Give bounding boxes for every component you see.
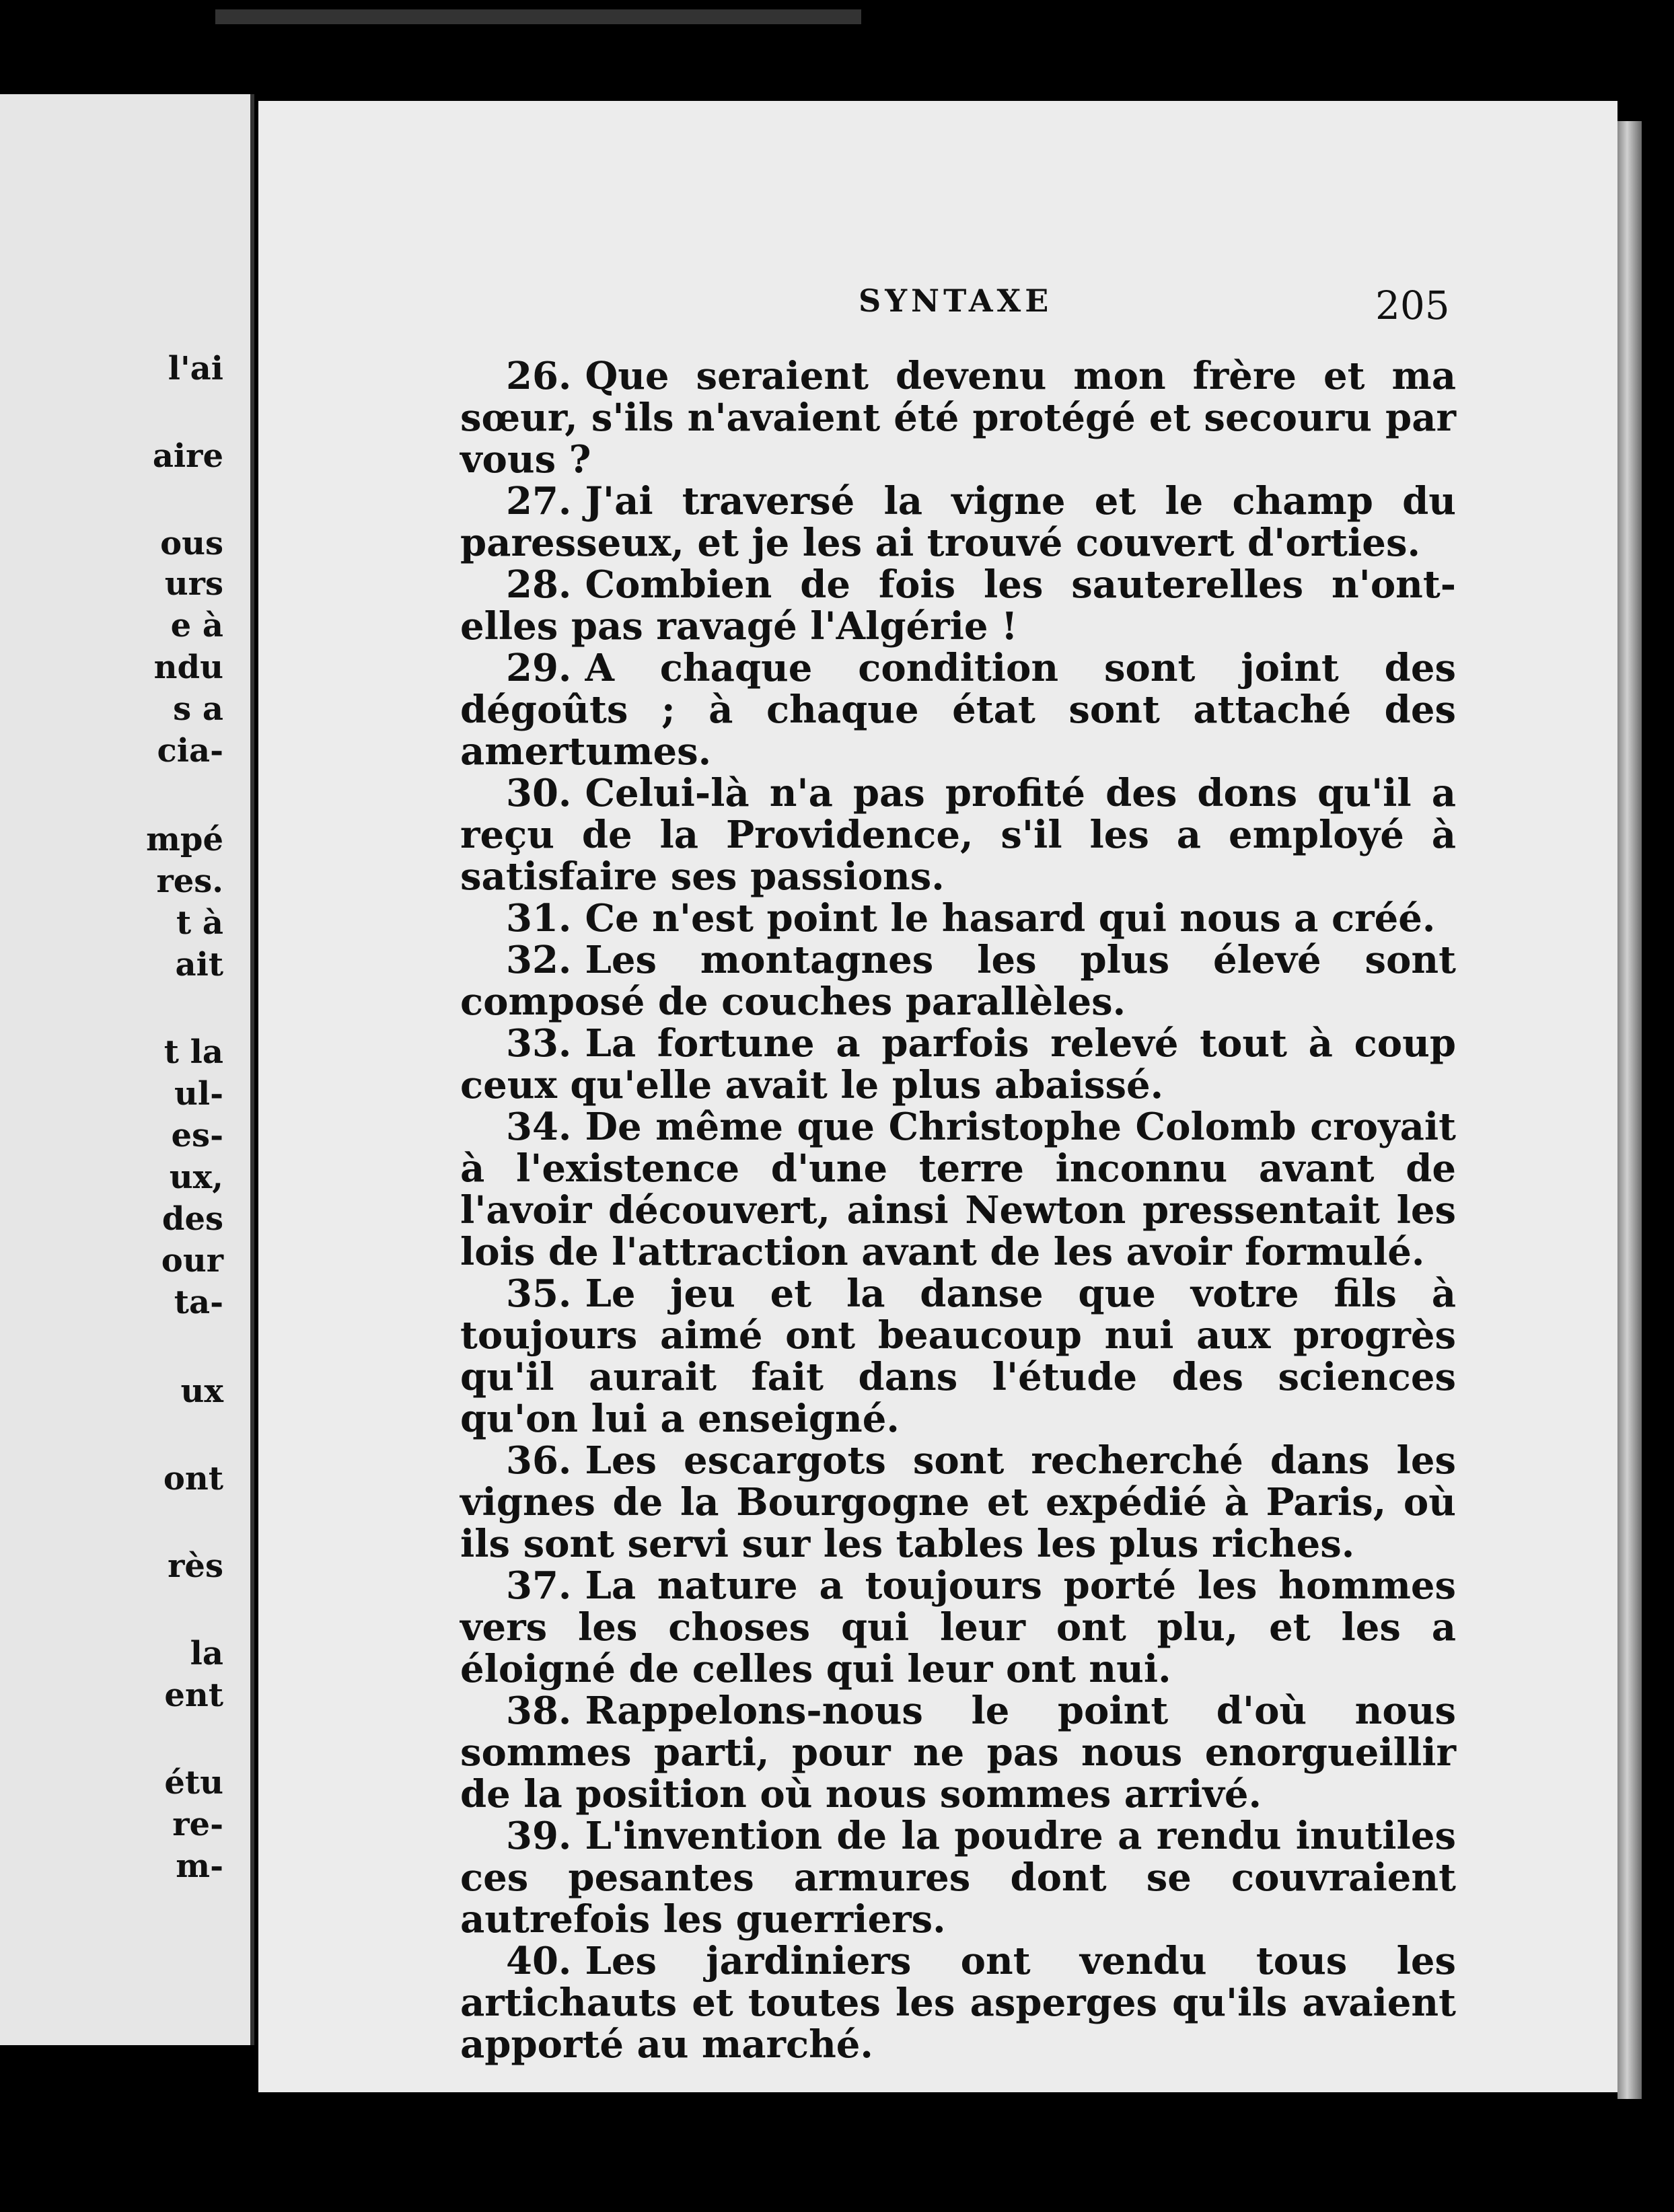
exercise-number: 38. [506, 1689, 572, 1733]
exercise-number: 40. [506, 1939, 572, 1983]
left-fragment: ont [163, 1460, 223, 1498]
left-fragment: ndu [153, 649, 223, 686]
left-fragment: res. [156, 862, 223, 900]
exercise-text: La fortune a parfois relevé tout à coup ceux qu'elle avait le plus abaissé. [460, 1021, 1456, 1107]
exercise-number: 39. [506, 1814, 572, 1858]
exercise-number: 36. [506, 1438, 572, 1483]
left-fragment: des [161, 1200, 223, 1238]
left-fragment: ux [180, 1372, 223, 1410]
exercise-text: Les montagnes les plus élevé sont composé de couches parallèles. [460, 938, 1456, 1024]
left-fragment: t à [176, 904, 223, 942]
exercise-number: 35. [506, 1271, 572, 1316]
right-page [258, 101, 1617, 2092]
exercise-text: L'invention de la poudre a rendu inutiles ces pesantes armures dont se couvraient autrefois les guerriers. [460, 1814, 1456, 1942]
left-fragment: t la [163, 1033, 223, 1071]
exercise-31 [460, 897, 1456, 939]
left-fragment: aire [152, 437, 223, 475]
left-fragment: ait [175, 946, 223, 984]
left-fragment: ta- [174, 1284, 223, 1321]
left-fragment: urs [164, 565, 223, 603]
left-fragment: s a [173, 690, 223, 728]
exercise-text: Les jardiniers ont vendu tous les artichauts et toutes les asperges qu'ils avaient apporté au marché. [460, 1939, 1456, 2067]
left-fragment: ul- [174, 1075, 223, 1113]
exercise-30 [460, 772, 1456, 897]
running-head: SYNTAXE [859, 283, 1053, 319]
left-fragment: cia- [157, 732, 223, 770]
exercise-list [460, 355, 1456, 2065]
exercise-36 [460, 1440, 1456, 1565]
exercise-28 [460, 564, 1456, 647]
exercise-text: Combien de fois les sauterelles n'ont-elles pas ravagé l'Algérie ! [460, 562, 1456, 649]
exercise-text: La nature a toujours porté les hommes vers les choses qui leur ont plu, et les a éloigné de celles qui leur ont nui. [460, 1563, 1456, 1691]
left-page [0, 94, 254, 2045]
exercise-33 [460, 1023, 1456, 1106]
exercise-number: 26. [506, 354, 572, 398]
exercise-32 [460, 939, 1456, 1023]
left-fragment: re- [172, 1806, 223, 1843]
exercise-26 [460, 355, 1456, 480]
left-fragment: ux, [169, 1158, 223, 1196]
left-fragment: la [190, 1635, 223, 1672]
page-edge [1617, 121, 1642, 2099]
left-fragment: l'ai [168, 350, 223, 388]
scan-smudge [215, 9, 861, 24]
left-fragment: es- [171, 1117, 223, 1154]
left-fragment: m- [176, 1847, 223, 1885]
left-fragment: ent [164, 1676, 223, 1714]
exercise-text: Ce n'est point le hasard qui nous a créé. [585, 896, 1436, 941]
exercise-38 [460, 1690, 1456, 1815]
exercise-40 [460, 1940, 1456, 2065]
left-fragment: e à [170, 607, 223, 644]
left-fragment: rès [168, 1547, 223, 1585]
exercise-number: 30. [506, 771, 572, 815]
exercise-number: 32. [506, 938, 572, 982]
exercise-text: Que seraient devenu mon frère et ma sœur, s'ils n'avaient été protégé et secouru par vous ? [460, 354, 1456, 482]
exercise-number: 27. [506, 479, 572, 523]
exercise-37 [460, 1565, 1456, 1690]
page-number: 205 [1375, 283, 1450, 328]
exercise-27 [460, 480, 1456, 564]
exercise-number: 29. [506, 646, 572, 690]
exercise-number: 28. [506, 562, 572, 607]
exercise-number: 37. [506, 1563, 572, 1608]
exercise-text: A chaque condition sont joint des dégoûts ; à chaque état sont attaché des amertumes. [460, 646, 1456, 774]
left-fragment: étu [164, 1764, 223, 1802]
exercise-text: Le jeu et la danse que votre fils à toujours aimé ont beaucoup nui aux progrès qu'il aurait fait dans l'étude des sciences qu'on lui a enseigné. [460, 1271, 1456, 1441]
exercise-29 [460, 647, 1456, 772]
left-fragment: our [161, 1242, 223, 1280]
exercise-text: Celui-là n'a pas profité des dons qu'il a reçu de la Providence, s'il les a employé à satisfaire ses passions. [460, 771, 1456, 899]
exercise-number: 34. [506, 1105, 572, 1149]
exercise-34 [460, 1106, 1456, 1273]
exercise-39 [460, 1815, 1456, 1940]
left-fragment: ous [160, 525, 223, 562]
left-fragment: mpé [146, 821, 223, 858]
exercise-text: J'ai traversé la vigne et le champ du paresseux, et je les ai trouvé couvert d'orties. [460, 479, 1456, 565]
exercise-text: Les escargots sont recherché dans les vignes de la Bourgogne et expédié à Paris, où ils sont servi sur les tables les plus riches. [460, 1438, 1456, 1566]
exercise-number: 33. [506, 1021, 572, 1066]
exercise-35 [460, 1273, 1456, 1440]
exercise-number: 31. [506, 896, 572, 941]
exercise-text: Rappelons-nous le point d'où nous sommes parti, pour ne pas nous enorgueillir de la position où nous sommes arrivé. [460, 1689, 1456, 1816]
exercise-text: De même que Christophe Colomb croyait à l'existence d'une terre inconnu avant de l'avoir découvert, ainsi Newton pressentait les lois de l'attraction avant de les avoir formulé. [460, 1105, 1456, 1274]
